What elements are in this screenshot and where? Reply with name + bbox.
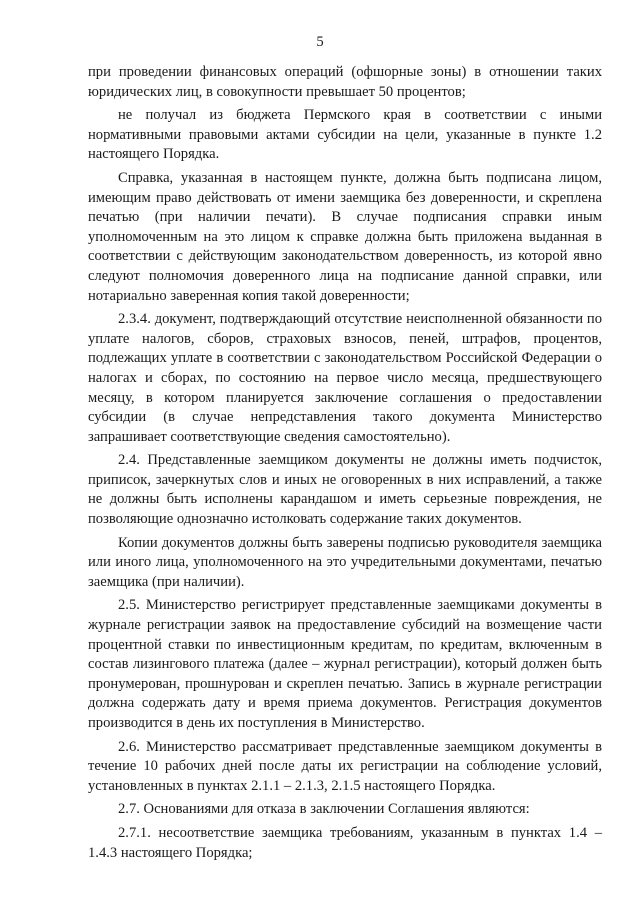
paragraph: 2.7. Основаниями для отказа в заключении Соглашения являются:: [118, 801, 530, 818]
paragraph: при проведении финансовых операций (офшорные зоны) в отношении таких юридических лиц, в совокупности превышает 50 процентов;: [88, 64, 602, 100]
paragraph: 2.3.4. документ, подтверждающий отсутствие неисполненной обязанности по уплате налогов, сборов, страховых взносов, пеней, штрафов, процентов, подлежащих уплате в соответствии с законодательством Российской Федерации о налогах и сборах, по состоянию на первое число месяца, предшествующего месяцу, в котором планируется заключение соглашения о предоставлении субсидии (в случае непредставления такого документа Министерство запрашивает соответствующие сведения самостоятельно).: [88, 311, 602, 445]
page-number: 5: [316, 34, 324, 50]
paragraph: 2.7.1. несоответствие заемщика требованиям, указанным в пунктах 1.4 – 1.4.3 настоящего Порядка;: [88, 824, 602, 861]
paragraph: Справка, указанная в настоящем пункте, должна быть подписана лицом, имеющим право действовать от имени заемщика без доверенности, и скреплена печатью (при наличии печати). В случае подписания справки иным уполномоченным на это лицом к справке должна быть приложена выданная в соответствии с действующим законодательством доверенность, из которой явно следуют полномочия доверенного лица на подписание данной справки, или нотариально заверенная копия такой доверенности;: [88, 169, 602, 304]
paragraph: 2.4. Представленные заемщиком документы не должны иметь подчисток, приписок, зачеркнутых слов и иных не оговоренных в них исправлений, а также не должны быть исполнены карандашом и иметь серьезные повреждения, не позволяющие однозначно истолковать содержание таких документов.: [88, 452, 602, 528]
document-body: [88, 63, 602, 863]
paragraph: 2.5. Министерство регистрирует представленные заемщиками документы в журнале регистрации заявок на предоставление субсидий на возмещение части процентной ставки по инвестиционным кредитам, по кредитам, включенным в состав лизингового платежа (далее – журнал регистрации), который должен быть пронумерован, прошнурован и скреплен печатью. Запись в журнале регистрации должна содержать дату и время приема документов. Регистрация документов производится в день их поступления в Министерство.: [88, 597, 602, 731]
paragraph: 2.6. Министерство рассматривает представленные заемщиком документы в течение 10 рабочих дней после даты их регистрации на соблюдение условий, установленных в пунктах 2.1.1 – 2.1.3, 2.1.5 настоящего Порядка.: [88, 738, 602, 794]
paragraph: Копии документов должны быть заверены подписью руководителя заемщика или иного лица, уполномоченного на это учредительными документами, печатью заемщика (при наличии).: [88, 534, 602, 590]
paragraph: не получал из бюджета Пермского края в соответствии с иными нормативными правовыми актами субсидии на цели, указанные в пункте 1.2 настоящего Порядка.: [88, 107, 602, 163]
